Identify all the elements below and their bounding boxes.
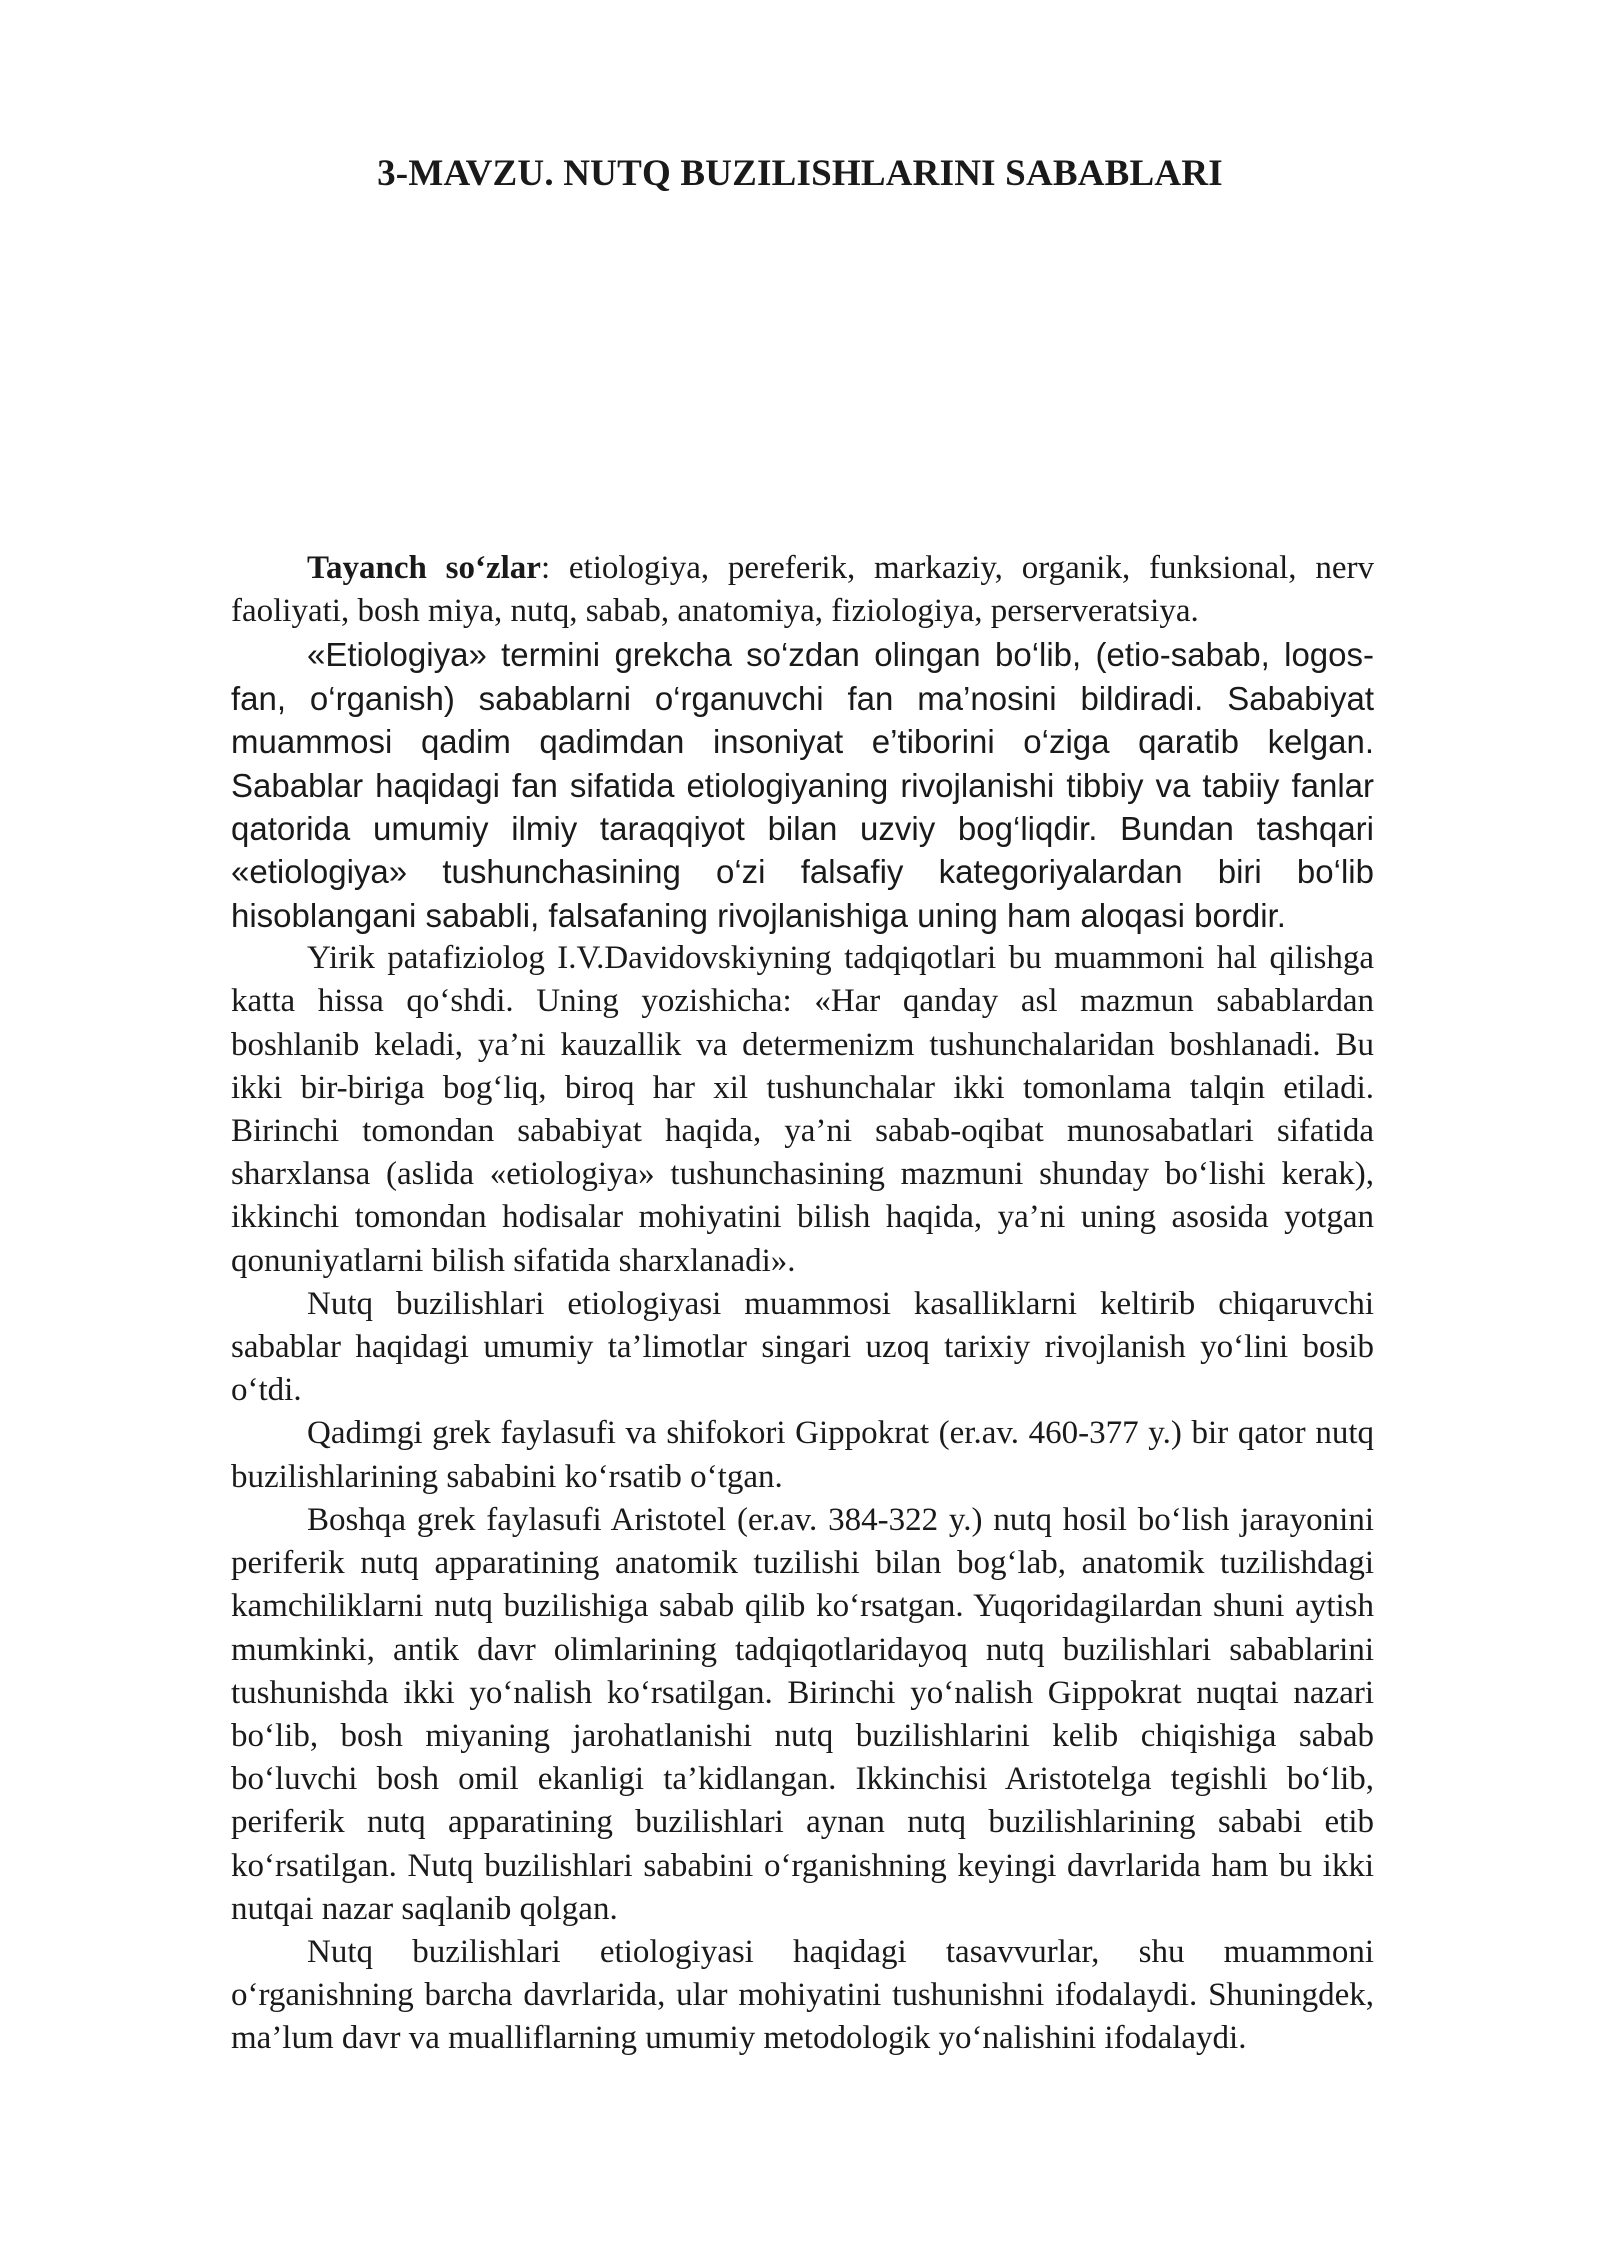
paragraph-aristotle: Boshqa grek faylasufi Aristotel (er.av. 384-322 y.) nutq hosil bo‘lish jarayonini periferik nutq apparatining anatomik tuzilishi bilan bog‘lab, anatomik tuzilishdagi kamchiliklarni nutq buzilishiga sabab qilib ko‘rsatgan. Yuqoridagilardan shuni aytish mumkinki, antik davr olimlarining tadqiqotlaridayoq nutq buzilishlari sabablarini tushunishda ikki yo‘nalish ko‘rsatilgan. Birinchi yo‘nalish Gippokrat nuqtai nazari bo‘lib, bosh miyaning jarohatlanishi nutq buzilishlarini kelib chiqishiga sabab bo‘luvchi bosh omil ekanligi ta’kidlangan. Ikkinchisi Aristotelga tegishli bo‘lib, periferik nutq apparatining buzilishlari aynan nutq buzilishlarining sababi etib ko‘rsatilgan. Nutq buzilishlari sababini o‘rganishning keyingi davrlarida ham bu ikki nutqai nazar saqlanib qolgan. — [231, 1501, 1374, 1927]
paragraph-conclusion: Nutq buzilishlari etiologiyasi haqidagi tasavvurlar, shu muammoni o‘rganishning barcha davrlarida, ular mohiyatini tushunishni ifodalaydi. Shuningdek, ma’lum davr va mualliflarning umumiy metodologik yo‘nalishini ifodalaydi. — [231, 1933, 1374, 2057]
document-body — [231, 547, 1374, 2061]
paragraph-davidovskiy: Yirik patafiziolog I.V.Davidovskiyning tadqiqotlari bu muammoni hal qilishga katta hissa qo‘shdi. Uning yozishicha: «Har qanday asl mazmun sabablardan boshlanib keladi, ya’ni kauzallik va determenizm tushunchalaridan boshlanadi. Bu ikki bir-biriga bog‘liq, biroq har xil tushunchalar ikki tomonlama talqin etiladi. Birinchi tomondan sababiyat haqida, ya’ni sabab-oqibat munosabatlari sifatida sharxlansa (aslida «etiologiya» tushunchasining mazmuni shunday bo‘lishi kerak), ikkinchi tomondan hodisalar mohiyatini bilish haqida, ya’ni uning asosida yotgan qonuniyatlarni bilish sifatida sharxlanadi». — [231, 940, 1374, 1279]
keywords-label: Tayanch so‘zlar — [307, 550, 541, 586]
keywords-text: : etiologiya, pereferik, markaziy, organik, funksional, nerv faoliyati, bosh miya, nutq, sabab, anatomiya, fiziologiya, perserveratsiya. — [231, 550, 1374, 630]
keywords-paragraph — [231, 547, 1374, 633]
page-title: 3-MAVZU. NUTQ BUZILISHLARINI SABABLARI — [377, 153, 1223, 194]
paragraph-hippocrates: Qadimgi grek faylasufi va shifokori Gippokrat (er.av. 460-377 y.) bir qator nutq buzilishlarining sababini ko‘rsatib o‘tgan. — [231, 1415, 1374, 1495]
paragraph-etiology-history: Nutq buzilishlari etiologiyasi muammosi kasalliklarni keltirib chiqaruvchi sabablar haqidagi umumiy ta’limotlar singari uzoq tarixiy rivojlanish yo‘lini bosib o‘tdi. — [231, 1285, 1374, 1409]
paragraph-etiology-definition: «Etiologiya» termini grekcha so‘zdan olingan bo‘lib, (etio-sabab, logos-fan, o‘rganish) sabablarni o‘rganuvchi fan ma’nosini bildiradi. Sababiyat muammosi qadim qadimdan insoniyat e’tiborini o‘ziga qaratib kelgan. Sabablar haqidagi fan sifatida etiologiyaning rivojlanishi tibbiy va tabiiy fanlar qatorida umumiy ilmiy taraqqiyot bilan uzviy bog‘liqdir. Bundan tashqari «etiologiya» tushunchasining o‘zi falsafiy kategoriyalardan biri bo‘lib hisoblangani sababli, falsafaning rivojlanishiga uning ham aloqasi bordir. — [231, 636, 1374, 934]
